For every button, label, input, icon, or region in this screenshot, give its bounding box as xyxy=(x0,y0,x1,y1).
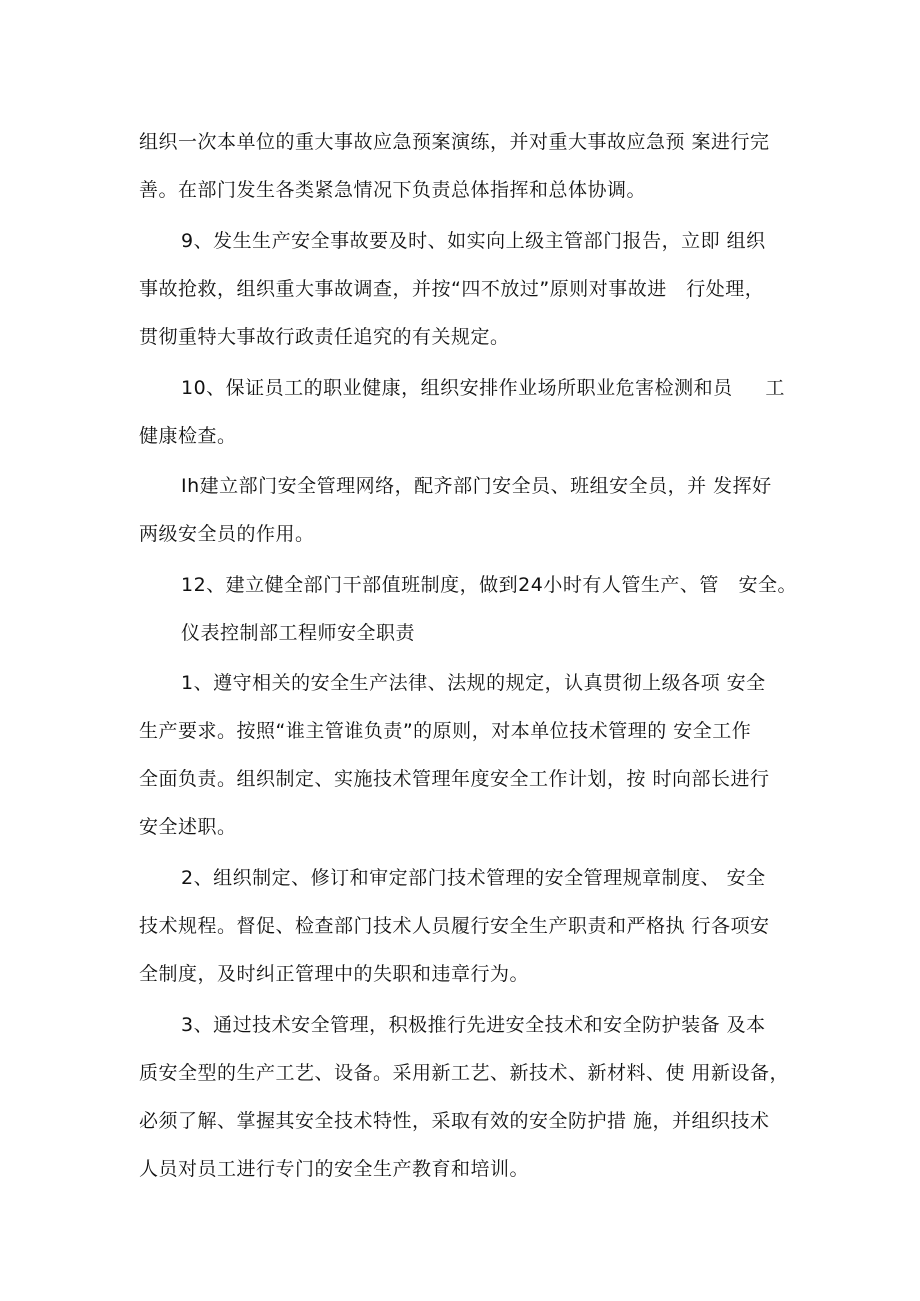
text-line: 10、保证员工的职业健康，组织安排作业场所职业危害检测和员 工 xyxy=(181,377,785,399)
text-line: 事故抢救，组织重大事故调查，并按“四不放过”原则对事故进 行处理， xyxy=(139,278,765,300)
text-line: 12、建立健全部门干部值班制度，做到24小时有人管生产、管 安全。 xyxy=(181,574,797,596)
text-line: 人员对员工进行专门的安全生产教育和培训。 xyxy=(139,1158,530,1180)
text-line: 两级安全员的作用。 xyxy=(139,523,315,545)
text-line: 必须了解、掌握其安全技术特性，采取有效的安全防护措 施，并组织技术 xyxy=(139,1110,770,1132)
text-line: 1、遵守相关的安全生产法律、法规的规定，认真贯彻上级各项 安全 xyxy=(181,672,766,694)
text-line: 健康检查。 xyxy=(139,425,237,447)
text-line: 贯彻重特大事故行政责任追究的有关规定。 xyxy=(139,326,510,348)
text-line: 质安全型的生产工艺、设备。采用新工艺、新技术、新材料、使 用新设备， xyxy=(139,1062,790,1084)
text-line: 技术规程。督促、检查部门技术人员履行安全生产职责和严格执 行各项安 xyxy=(139,915,770,937)
text-line: 3、通过技术安全管理，积极推行先进安全技术和安全防护装备 及本 xyxy=(181,1014,766,1036)
text-line: 9、发生生产安全事故要及时、如实向上级主管部门报告，立即 组织 xyxy=(181,230,766,252)
text-line: 全面负责。组织制定、实施技术管理年度安全工作计划，按 时向部长进行 xyxy=(139,768,770,790)
text-line: 善。在部门发生各类紧急情况下负责总体指挥和总体协调。 xyxy=(139,179,647,201)
text-line: 2、组织制定、修订和审定部门技术管理的安全管理规章制度、 安全 xyxy=(181,867,766,889)
section-heading: 仪表控制部工程师安全职责 xyxy=(181,622,416,644)
text-line: 全制度，及时纠正管理中的失职和违章行为。 xyxy=(139,963,530,985)
text-line: Ih建立部门安全管理网络，配齐部门安全员、班组安全员，并 发挥好 xyxy=(181,475,772,497)
text-line: 生产要求。按照“谁主管谁负责”的原则，对本单位技术管理的 安全工作 xyxy=(139,720,752,742)
text-line: 组织一次本单位的重大事故应急预案演练，并对重大事故应急预 案进行完 xyxy=(139,131,770,153)
text-line: 安全述职。 xyxy=(139,816,237,838)
